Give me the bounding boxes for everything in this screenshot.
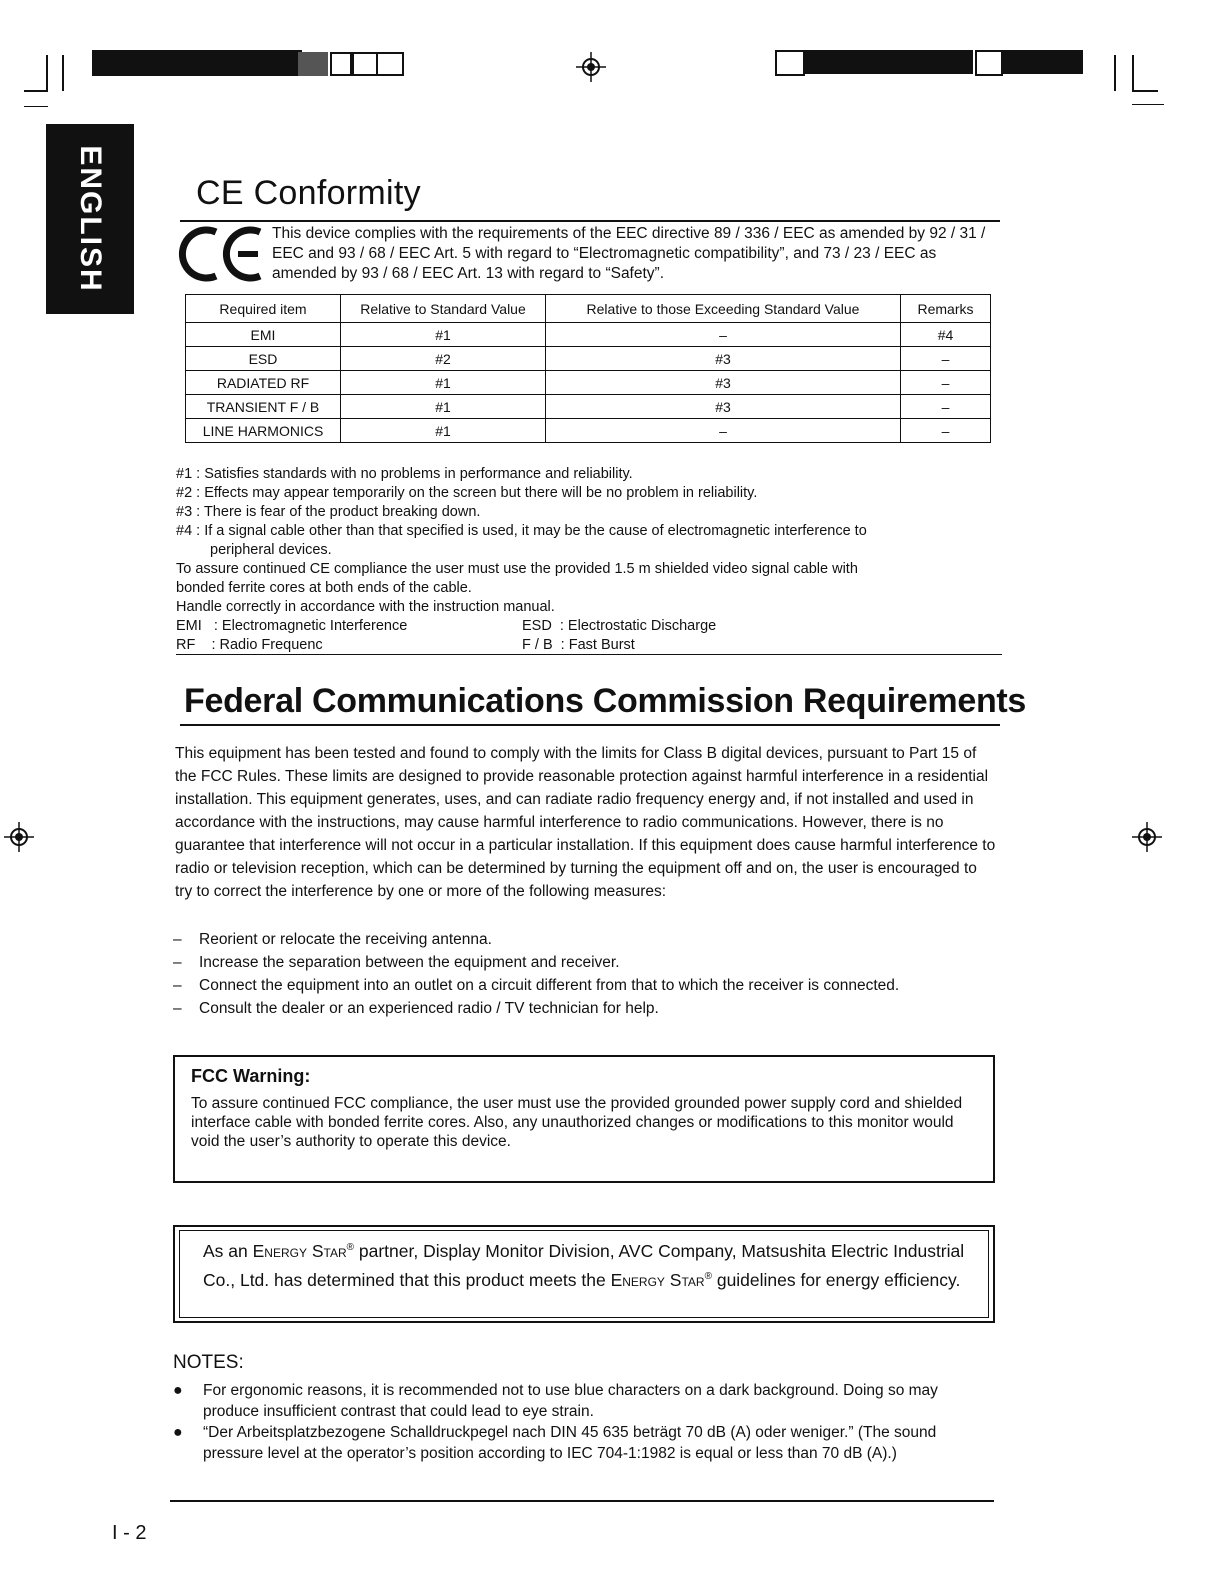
- fcc-section-title: Federal Communications Commission Requirements: [184, 682, 1027, 720]
- ce-compliance-text: bonded ferrite cores at both ends of the cable.: [176, 580, 472, 596]
- energy-star-brand: Energy Star: [610, 1269, 705, 1290]
- table-row: [186, 347, 991, 371]
- registration-target-icon: [1132, 822, 1162, 852]
- page-number: I - 2: [112, 1522, 147, 1544]
- ce-note: #3 : There is fear of the product breaking down.: [176, 504, 481, 520]
- ce-handle-text: Handle correctly in accordance with the instruction manual.: [176, 599, 555, 615]
- language-tab: [46, 124, 134, 314]
- list-item: [173, 997, 993, 1020]
- energy-star-text-part: partner, Display Monitor Division, AVC Company, Matsushita Electric Industrial Co., Ltd. has determined that this product meets the: [203, 1240, 965, 1290]
- crop-mark: [24, 106, 48, 107]
- abbreviation: EMI : Electromagnetic Interference: [176, 618, 408, 634]
- fcc-measures-list: [173, 928, 993, 1020]
- table-cell: RADIATED RF: [186, 371, 341, 395]
- column-header: Remarks: [901, 295, 991, 323]
- ce-mark-icon: [178, 226, 268, 282]
- list-item: [173, 1422, 993, 1464]
- column-header: Required item: [186, 295, 341, 323]
- abbreviation: F / B : Fast Burst: [522, 637, 635, 653]
- table-cell: –: [901, 371, 991, 395]
- ce-note: peripheral devices.: [210, 542, 332, 558]
- registered-mark: ®: [346, 1242, 354, 1253]
- crop-mark: [62, 55, 64, 91]
- table-cell: LINE HARMONICS: [186, 419, 341, 443]
- abbreviation: RF : Radio Frequenc: [176, 637, 323, 653]
- fcc-body-text: This equipment has been tested and found to comply with the limits for Class B digital devices, pursuant to Part 15 of the FCC Rules. These limits are designed to provide reasonable protection against harmful interference in a residential installation. This equipment generates, uses, and can radiate radio frequency energy and, if not installed and used in accordance with the instructions, may cause harmful interference to radio communications. However, there is no guarantee that interference will not occur in a particular installation. If this equipment does cause harmful interference to radio or television reception, which can be determined by turning the equipment off and on, the user is encouraged to try to correct the interference by one or more of the following measures:: [175, 745, 996, 900]
- table-cell: #2: [341, 347, 546, 371]
- color-patch: [330, 52, 352, 76]
- list-item: [173, 974, 993, 997]
- table-cell: #4: [901, 323, 991, 347]
- table-row: [186, 323, 991, 347]
- ce-compliance-text: To assure continued CE compliance the user must use the provided 1.5 m shielded video signal cable with: [176, 561, 858, 577]
- energy-star-text: [203, 1235, 973, 1293]
- header-bar-right: [803, 50, 973, 74]
- color-patch: [352, 52, 378, 76]
- table-cell: #3: [546, 371, 901, 395]
- language-tab-label: ENGLISH: [74, 145, 107, 293]
- table-cell: #1: [341, 323, 546, 347]
- list-item: [173, 951, 993, 974]
- table-cell: #3: [546, 395, 901, 419]
- bullet-icon: ●: [173, 1382, 183, 1399]
- table-cell: #1: [341, 419, 546, 443]
- bullet-icon: ●: [173, 1424, 183, 1441]
- notes-list: [173, 1380, 993, 1464]
- note-text: For ergonomic reasons, it is recommended not to use blue characters on a dark background. Doing so may produce insufficient contrast that could lead to eye strain.: [203, 1382, 938, 1420]
- crop-mark: [1132, 90, 1158, 92]
- dash-marker: –: [173, 931, 182, 948]
- fcc-title-rule: [180, 724, 1000, 726]
- section-divider: [176, 654, 1002, 655]
- ce-notes: [176, 465, 1006, 655]
- crop-mark: [1132, 104, 1164, 105]
- ce-title-rule: [180, 220, 1000, 222]
- table-row: [186, 371, 991, 395]
- dash-marker: –: [173, 1000, 182, 1017]
- measure-text: Connect the equipment into an outlet on a circuit different from that to which the receiver is connected.: [199, 977, 900, 994]
- energy-star-text-part: guidelines for energy efficiency.: [711, 1269, 961, 1290]
- color-patch: [775, 50, 805, 76]
- ce-note: #2 : Effects may appear temporarily on the screen but there will be no problem in reliability.: [176, 485, 758, 501]
- note-text: “Der Arbeitsplatzbezogene Schalldruckpegel nach DIN 45 635 beträgt 70 dB (A) oder weniger.” (The sound pressure level at the operator’s position according to IEC 704-1:1982 is equal or less than 70 dB (A).): [203, 1424, 937, 1462]
- measure-text: Reorient or relocate the receiving antenna.: [199, 931, 492, 948]
- color-patch: [975, 50, 1003, 76]
- notes-title: NOTES:: [173, 1352, 244, 1373]
- table-row: [186, 395, 991, 419]
- header-bar-left: [92, 50, 302, 76]
- table-cell: –: [546, 323, 901, 347]
- ce-section-title: CE Conformity: [196, 174, 421, 212]
- crop-mark: [1114, 55, 1116, 91]
- table-cell: ESD: [186, 347, 341, 371]
- table-cell: TRANSIENT F / B: [186, 395, 341, 419]
- crop-mark: [24, 90, 48, 92]
- table-header-row: [186, 295, 991, 323]
- list-item: [173, 928, 993, 951]
- table-cell: EMI: [186, 323, 341, 347]
- list-item: [173, 1380, 993, 1422]
- crop-mark: [46, 55, 48, 91]
- registration-target-icon: [4, 822, 34, 852]
- abbreviation: ESD : Electrostatic Discharge: [522, 618, 717, 634]
- crop-mark: [1132, 55, 1134, 91]
- fcc-warning-title: FCC Warning:: [191, 1066, 311, 1086]
- ce-note: #4 : If a signal cable other than that specified is used, it may be the cause of electromagnetic interference to: [176, 523, 867, 539]
- abbreviations: [176, 617, 1006, 655]
- dash-marker: –: [173, 954, 182, 971]
- measure-text: Increase the separation between the equipment and receiver.: [199, 954, 620, 971]
- table-cell: #3: [546, 347, 901, 371]
- registered-mark: ®: [704, 1270, 712, 1282]
- column-header: Relative to those Exceeding Standard Value: [546, 295, 901, 323]
- header-bar-right-end: [1001, 50, 1083, 74]
- color-patch: [298, 52, 328, 76]
- table-cell: –: [546, 419, 901, 443]
- dash-marker: –: [173, 977, 182, 994]
- fcc-warning-text: To assure continued FCC compliance, the user must use the provided grounded power supply cord and shielded interface cable with bonded ferrite cores. Also, any unauthorized changes or modifications to this monitor would void the user’s authority to operate this device.: [191, 1095, 963, 1150]
- measure-text: Consult the dealer or an experienced radio / TV technician for help.: [199, 1000, 659, 1017]
- ce-intro-text: This device complies with the requirements of the EEC directive 89 / 336 / EEC as amended by 92 / 31 / EEC and 93 / 68 / EEC Art. 5 with regard to “Electromagnetic compatibility”, and 73 / 23 / EEC as amended by 93 / 68 / EEC Art. 13 with regard to “Safety”.: [272, 225, 986, 282]
- table-cell: #1: [341, 395, 546, 419]
- table-row: [186, 419, 991, 443]
- energy-star-brand: Energy Star: [252, 1240, 347, 1261]
- ce-note: #1 : Satisfies standards with no problems in performance and reliability.: [176, 466, 633, 482]
- table-cell: –: [901, 419, 991, 443]
- column-header: Relative to Standard Value: [341, 295, 546, 323]
- table-cell: #1: [341, 371, 546, 395]
- energy-star-text-part: As an: [203, 1240, 253, 1261]
- table-cell: –: [901, 347, 991, 371]
- table-cell: –: [901, 395, 991, 419]
- ce-compliance-table: [185, 294, 991, 443]
- footer-rule: [170, 1500, 994, 1502]
- registration-target-icon: [576, 52, 606, 82]
- color-patch: [376, 52, 404, 76]
